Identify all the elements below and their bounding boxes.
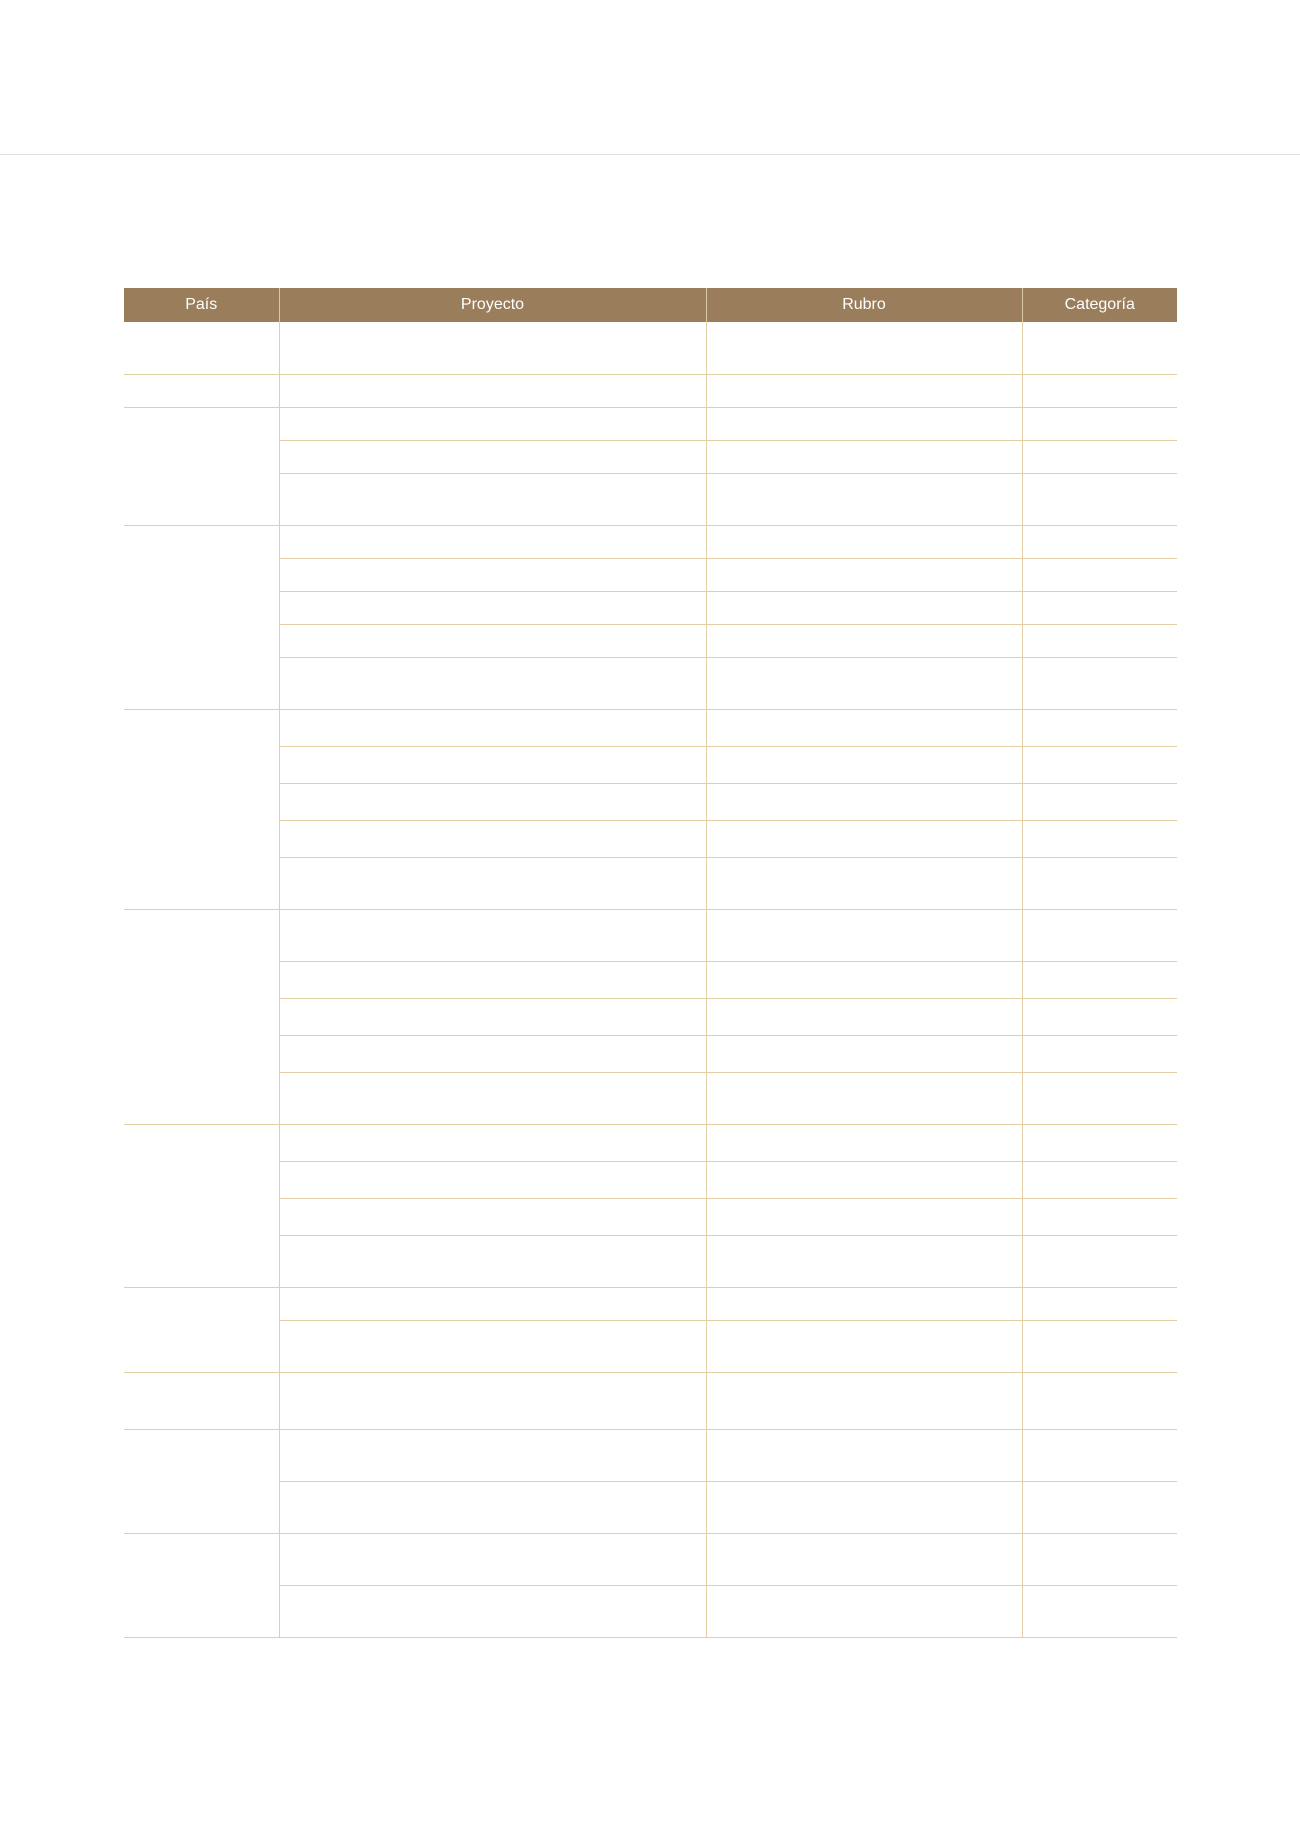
cell-proyecto xyxy=(279,1585,706,1637)
cell-categoria xyxy=(1022,746,1177,783)
cell-categoria xyxy=(1022,909,1177,961)
cell-proyecto xyxy=(279,525,706,558)
cell-rubro xyxy=(706,591,1022,624)
table-row xyxy=(124,657,1177,709)
cell-pais xyxy=(124,709,279,909)
cell-rubro xyxy=(706,1161,1022,1198)
cell-proyecto xyxy=(279,1198,706,1235)
cell-rubro xyxy=(706,1585,1022,1637)
cell-rubro xyxy=(706,558,1022,591)
cell-rubro xyxy=(706,1533,1022,1585)
cell-rubro xyxy=(706,1287,1022,1320)
cell-rubro xyxy=(706,374,1022,407)
cell-rubro xyxy=(706,624,1022,657)
cell-categoria xyxy=(1022,961,1177,998)
cell-proyecto xyxy=(279,857,706,909)
cell-rubro xyxy=(706,1320,1022,1372)
table-row xyxy=(124,1161,1177,1198)
projects-table xyxy=(124,288,1177,1638)
table-row xyxy=(124,857,1177,909)
cell-rubro xyxy=(706,1072,1022,1124)
cell-pais xyxy=(124,322,279,374)
cell-categoria xyxy=(1022,1287,1177,1320)
cell-categoria xyxy=(1022,1161,1177,1198)
table-row xyxy=(124,1198,1177,1235)
cell-pais xyxy=(124,525,279,709)
cell-categoria xyxy=(1022,558,1177,591)
cell-proyecto xyxy=(279,657,706,709)
cell-proyecto xyxy=(279,1287,706,1320)
cell-categoria xyxy=(1022,473,1177,525)
table-row xyxy=(124,709,1177,746)
table-row xyxy=(124,1429,1177,1481)
table-row xyxy=(124,783,1177,820)
cell-proyecto xyxy=(279,591,706,624)
header-proyecto: Proyecto xyxy=(279,288,706,322)
cell-rubro xyxy=(706,322,1022,374)
cell-rubro xyxy=(706,407,1022,440)
header-categoria: Categoría xyxy=(1022,288,1177,322)
table-row xyxy=(124,1533,1177,1585)
cell-proyecto xyxy=(279,1072,706,1124)
cell-categoria xyxy=(1022,1072,1177,1124)
table-row xyxy=(124,1035,1177,1072)
cell-proyecto xyxy=(279,440,706,473)
table-row xyxy=(124,820,1177,857)
cell-proyecto xyxy=(279,1372,706,1429)
cell-rubro xyxy=(706,1429,1022,1481)
cell-rubro xyxy=(706,1372,1022,1429)
cell-rubro xyxy=(706,1235,1022,1287)
table-row xyxy=(124,998,1177,1035)
page-header-rule xyxy=(0,154,1300,155)
cell-pais xyxy=(124,1287,279,1372)
cell-proyecto xyxy=(279,322,706,374)
cell-categoria xyxy=(1022,1372,1177,1429)
cell-categoria xyxy=(1022,857,1177,909)
cell-pais xyxy=(124,374,279,407)
cell-proyecto xyxy=(279,1320,706,1372)
table-row xyxy=(124,558,1177,591)
cell-proyecto xyxy=(279,1533,706,1585)
cell-proyecto xyxy=(279,473,706,525)
cell-proyecto xyxy=(279,1429,706,1481)
table-row xyxy=(124,1585,1177,1637)
cell-rubro xyxy=(706,998,1022,1035)
cell-rubro xyxy=(706,473,1022,525)
cell-rubro xyxy=(706,961,1022,998)
table-row xyxy=(124,1481,1177,1533)
table-row xyxy=(124,624,1177,657)
cell-proyecto xyxy=(279,407,706,440)
cell-categoria xyxy=(1022,322,1177,374)
table-row xyxy=(124,746,1177,783)
cell-rubro xyxy=(706,820,1022,857)
cell-proyecto xyxy=(279,820,706,857)
table-row xyxy=(124,440,1177,473)
cell-proyecto xyxy=(279,374,706,407)
cell-categoria xyxy=(1022,624,1177,657)
table-row xyxy=(124,1124,1177,1161)
cell-categoria xyxy=(1022,1585,1177,1637)
table-row xyxy=(124,961,1177,998)
cell-pais xyxy=(124,1429,279,1533)
table-row xyxy=(124,525,1177,558)
cell-proyecto xyxy=(279,709,706,746)
cell-rubro xyxy=(706,1198,1022,1235)
table-row xyxy=(124,1072,1177,1124)
cell-categoria xyxy=(1022,1035,1177,1072)
cell-categoria xyxy=(1022,1235,1177,1287)
cell-proyecto xyxy=(279,558,706,591)
cell-proyecto xyxy=(279,1124,706,1161)
cell-rubro xyxy=(706,1035,1022,1072)
cell-proyecto xyxy=(279,1235,706,1287)
cell-categoria xyxy=(1022,1124,1177,1161)
table-row xyxy=(124,407,1177,440)
table-row xyxy=(124,322,1177,374)
cell-rubro xyxy=(706,1481,1022,1533)
cell-proyecto xyxy=(279,998,706,1035)
cell-categoria xyxy=(1022,783,1177,820)
header-pais: País xyxy=(124,288,279,322)
cell-proyecto xyxy=(279,909,706,961)
table-header-row xyxy=(124,288,1177,322)
cell-categoria xyxy=(1022,820,1177,857)
cell-proyecto xyxy=(279,1035,706,1072)
cell-rubro xyxy=(706,746,1022,783)
cell-categoria xyxy=(1022,1533,1177,1585)
cell-pais xyxy=(124,909,279,1124)
cell-proyecto xyxy=(279,746,706,783)
cell-rubro xyxy=(706,909,1022,961)
cell-rubro xyxy=(706,657,1022,709)
cell-categoria xyxy=(1022,1198,1177,1235)
cell-pais xyxy=(124,407,279,525)
cell-proyecto xyxy=(279,624,706,657)
cell-proyecto xyxy=(279,783,706,820)
table-row xyxy=(124,1235,1177,1287)
table-body xyxy=(124,322,1177,1637)
cell-categoria xyxy=(1022,374,1177,407)
cell-rubro xyxy=(706,783,1022,820)
table-row xyxy=(124,374,1177,407)
cell-categoria xyxy=(1022,440,1177,473)
cell-categoria xyxy=(1022,657,1177,709)
table-row xyxy=(124,591,1177,624)
cell-pais xyxy=(124,1533,279,1637)
table-row xyxy=(124,473,1177,525)
table-row xyxy=(124,909,1177,961)
cell-rubro xyxy=(706,440,1022,473)
cell-categoria xyxy=(1022,998,1177,1035)
cell-rubro xyxy=(706,857,1022,909)
cell-categoria xyxy=(1022,407,1177,440)
cell-proyecto xyxy=(279,1481,706,1533)
cell-rubro xyxy=(706,709,1022,746)
cell-rubro xyxy=(706,525,1022,558)
cell-pais xyxy=(124,1124,279,1287)
cell-pais xyxy=(124,1372,279,1429)
cell-categoria xyxy=(1022,525,1177,558)
cell-rubro xyxy=(706,1124,1022,1161)
cell-proyecto xyxy=(279,961,706,998)
cell-categoria xyxy=(1022,1320,1177,1372)
table-row xyxy=(124,1287,1177,1320)
table-row xyxy=(124,1320,1177,1372)
cell-categoria xyxy=(1022,1481,1177,1533)
header-rubro: Rubro xyxy=(706,288,1022,322)
cell-categoria xyxy=(1022,1429,1177,1481)
cell-categoria xyxy=(1022,591,1177,624)
table-row xyxy=(124,1372,1177,1429)
cell-categoria xyxy=(1022,709,1177,746)
cell-proyecto xyxy=(279,1161,706,1198)
